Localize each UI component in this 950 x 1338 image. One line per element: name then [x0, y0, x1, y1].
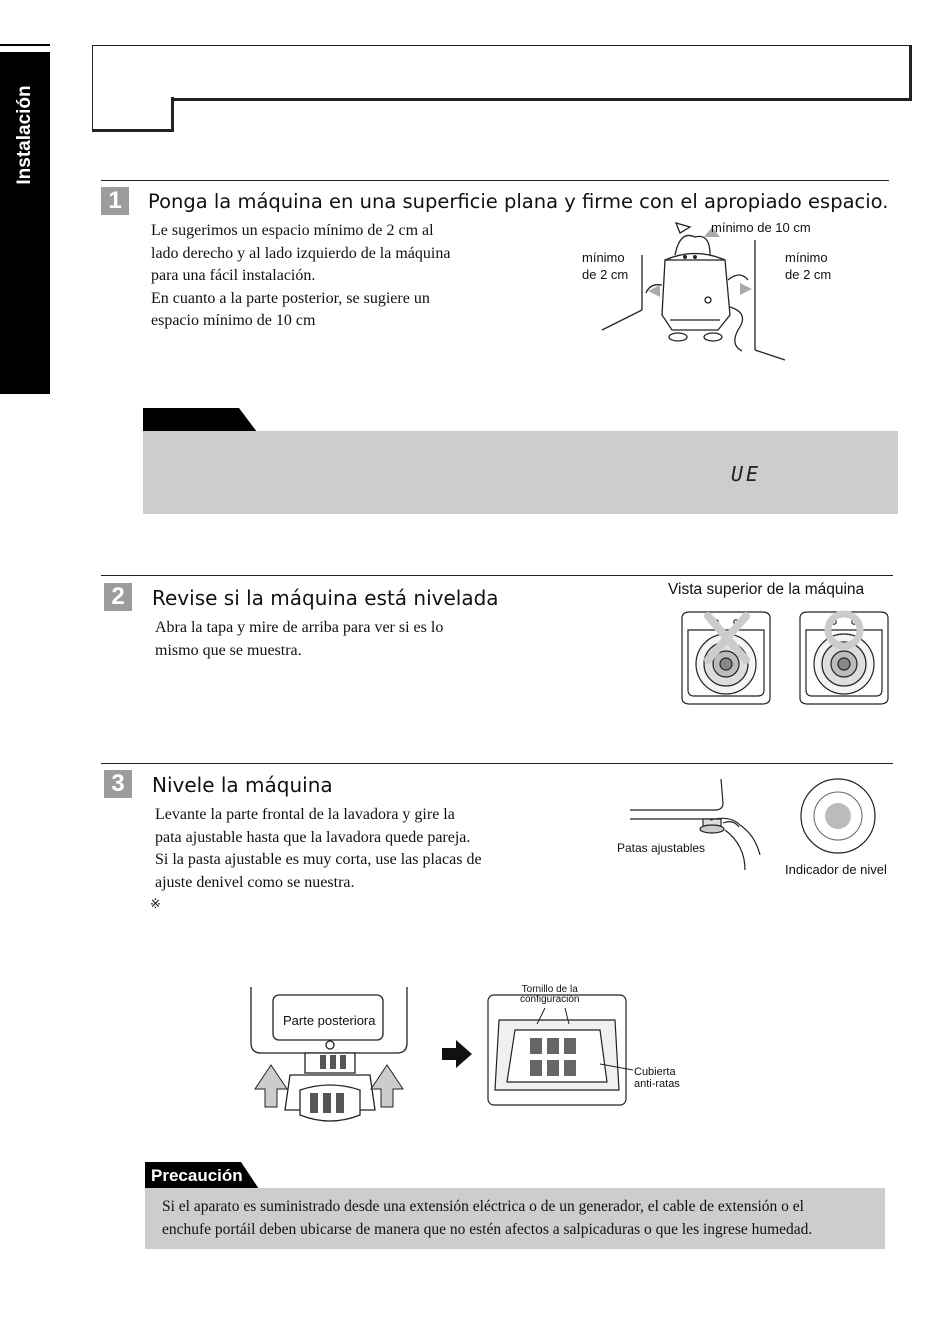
clearance-illustration	[580, 215, 840, 365]
side-tab-label: Instalación	[14, 85, 35, 185]
step-2-title: Revise si la máquina está nivelada	[152, 586, 499, 610]
label-left-clearance-2: de 2 cm	[582, 267, 629, 282]
step-3-note-mark: ※	[150, 896, 161, 911]
note-tab	[143, 408, 263, 432]
step-2-number: 2	[104, 583, 132, 611]
arrow-right-icon	[442, 1040, 474, 1068]
step-1-rule	[101, 180, 889, 181]
step-3-number: 3	[104, 770, 132, 798]
header-box	[92, 45, 912, 101]
note-box	[143, 431, 898, 514]
label-rear: Parte posteriora	[283, 1013, 376, 1028]
label-right-clearance-1: mínimo	[785, 250, 828, 265]
step-2-body: Abra la tapa y mire de arriba para ver si es lo mismo que se muestra.	[155, 619, 444, 659]
installed-base-illustration	[485, 990, 635, 1110]
step-1-number: 1	[101, 187, 129, 215]
step-3-title: Nivele la máquina	[152, 773, 333, 797]
label-adjustable-feet: Patas ajustables	[617, 841, 706, 855]
header-tab	[92, 97, 174, 132]
label-right-clearance-2: de 2 cm	[785, 267, 832, 282]
step-1-body: Le sugerimos un espacio mínimo de 2 cm al lado derecho y al lado izquierdo de la máquina para una fácil instalación. En cuanto a la parte posterior, se sugiere un espacio mínimo de 10 cm	[151, 222, 451, 329]
side-tab-rule	[0, 44, 50, 46]
step-3-rule	[101, 763, 893, 764]
label-rat-cover: Cubierta anti-ratas	[634, 1066, 680, 1090]
top-view-caption: Vista superior de la máquina	[668, 581, 865, 598]
label-setup-screw: Tornillo de la configuración	[520, 984, 580, 1005]
caution-text: Si el aparato es suministrado desde una extensión eléctrica o de un generador, el cable de extensión o el enchufe portáil deben ubicarse de manera que no estén afectos a salpicaduras o que les ingrese humedad.	[162, 1198, 813, 1238]
label-back-clearance: mínimo de 10 cm	[711, 220, 811, 235]
level-indicator-icon	[800, 778, 880, 858]
display-code: UE	[731, 462, 762, 486]
caution-title: Precaución	[151, 1166, 243, 1185]
side-tab-label-wrap	[0, 52, 50, 394]
label-level-indicator: Indicador de nivel	[785, 862, 887, 877]
adjustable-feet-illustration	[615, 775, 775, 875]
step-1-title: Ponga la máquina en una superficie plana y firme con el apropiado espacio.	[148, 190, 889, 213]
top-view-illustration	[680, 610, 895, 710]
rear-illustration	[245, 985, 445, 1125]
step-3-body: Levante la parte frontal de la lavadora y gire la pata ajustable hasta que la lavadora quede pareja. Si la pasta ajustable es muy corta, use las placas de ajuste denivel como se nuestra.	[155, 806, 482, 891]
label-left-clearance-1: mínimo	[582, 250, 625, 265]
step-2-rule	[101, 575, 893, 576]
